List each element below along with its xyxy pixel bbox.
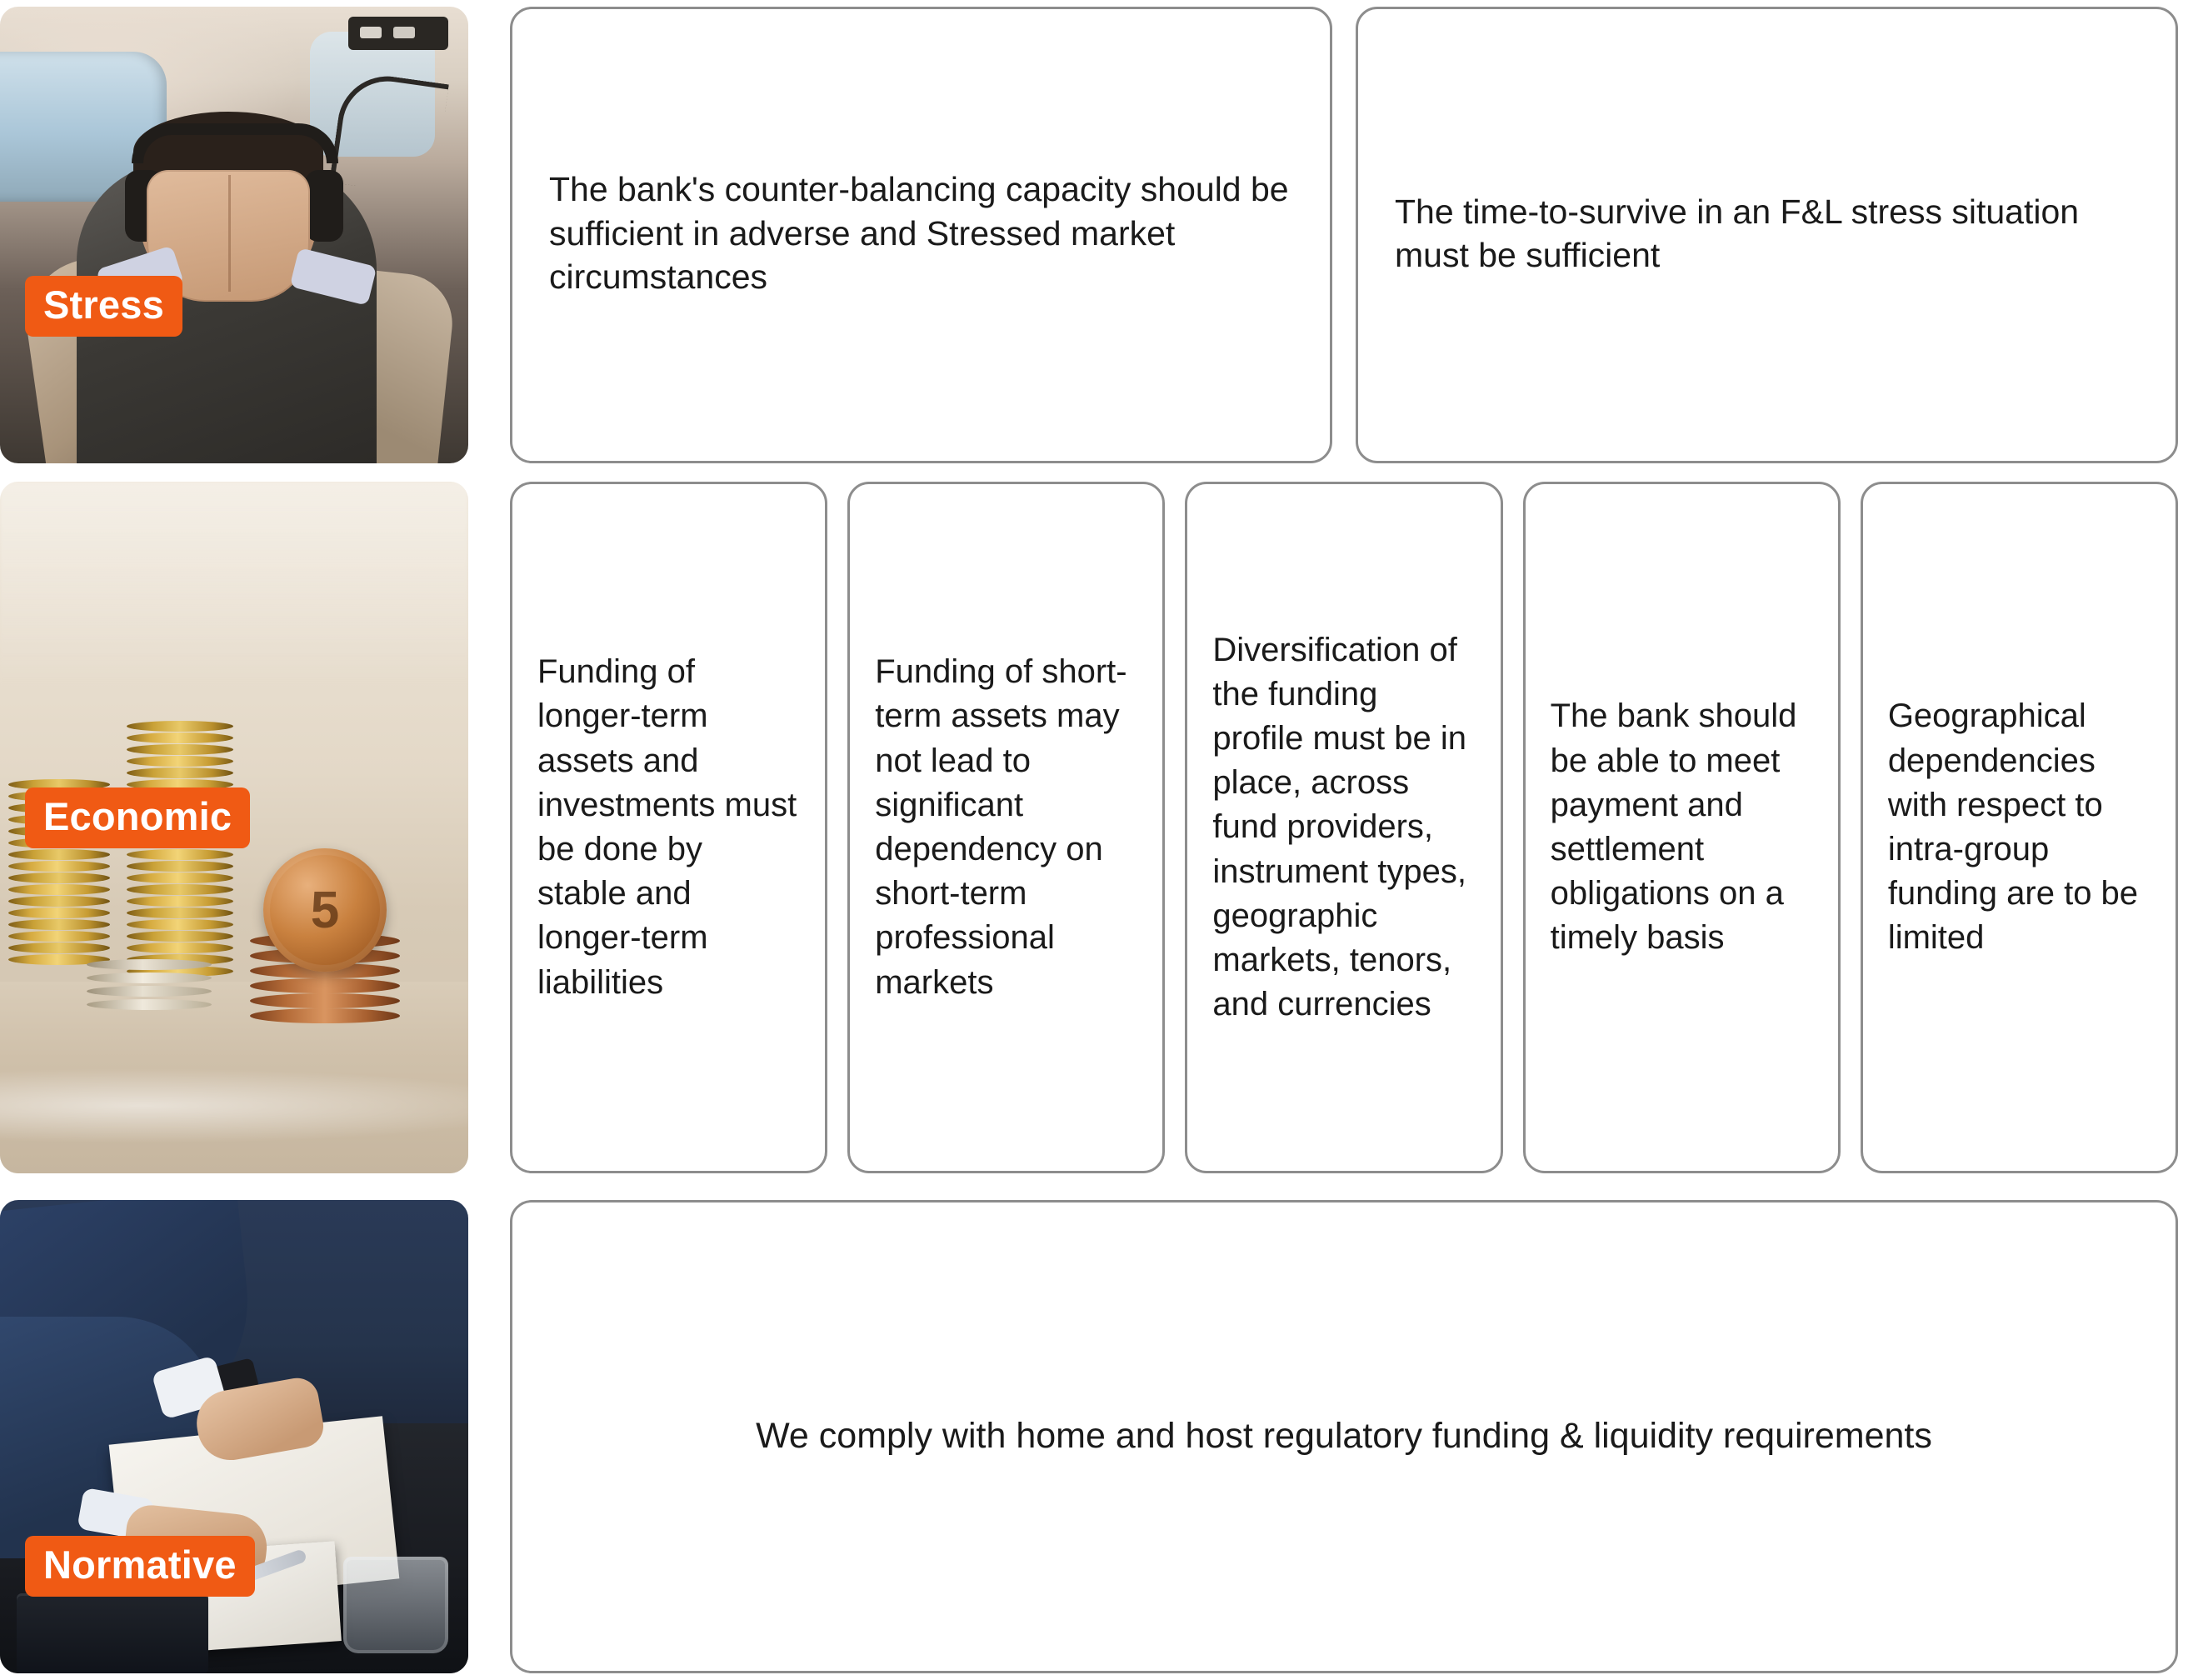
diagram-row-economic [0, 482, 2203, 1173]
statement-text: Funding of short-term assets may not lead to significant dependency on short-term professional markets [875, 653, 1127, 1001]
statement-card [1185, 482, 1502, 1173]
water-glass-decoration [343, 1557, 448, 1653]
coin-denomination-label: 5 [310, 881, 340, 939]
headset-earcup-right-decoration [305, 170, 343, 242]
coin-stack-decoration [87, 885, 212, 1010]
stacks-of-coins-photo [0, 482, 468, 1173]
diagram-row-stress [0, 7, 2203, 463]
economic-cards-container [510, 482, 2203, 1173]
statement-card [1523, 482, 1841, 1173]
statement-card [1861, 482, 2178, 1173]
cockpit-panel-decoration [348, 17, 448, 50]
stress-cards-container [510, 7, 2203, 463]
category-tag-stress: Stress [25, 276, 182, 337]
statement-text: Diversification of the funding profile must be in place, across fund providers, instrument types, geographic markets, tenors, and currencies [1212, 631, 1466, 1023]
headset-band-decoration [132, 123, 338, 163]
category-tag-economic: Economic [25, 788, 250, 848]
category-tag-normative: Normative [25, 1536, 255, 1597]
five-cent-coin-decoration [263, 848, 387, 972]
diagram-row-normative [0, 1200, 2203, 1673]
normative-cards-container [510, 1200, 2203, 1673]
statement-text: The bank's counter-balancing capacity should be sufficient in adverse and Stressed market circumstances [549, 170, 1289, 297]
photo-highlight-decoration [0, 482, 468, 690]
statement-card [510, 1200, 2178, 1673]
statement-text: The time-to-survive in an F&L stress situation must be sufficient [1395, 192, 2080, 274]
statement-text: Funding of longer-term assets and investments must be done by stable and longer-term liabilities [537, 653, 797, 1001]
statement-card [847, 482, 1165, 1173]
person-signing-document-photo [0, 1200, 468, 1673]
statement-text: Geographical dependencies with respect to intra-group funding are to be limited [1887, 698, 2139, 957]
statement-card [510, 482, 827, 1173]
statement-card [1356, 7, 2178, 463]
statement-text: The bank should be able to meet payment and settlement obligations on a timely basis [1550, 698, 1797, 957]
notebook-decoration [17, 1593, 208, 1673]
stressed-person-in-aircraft-photo [0, 7, 468, 463]
statement-card [510, 7, 1332, 463]
statement-text: We comply with home and host regulatory funding & liquidity requirements [756, 1416, 1932, 1457]
